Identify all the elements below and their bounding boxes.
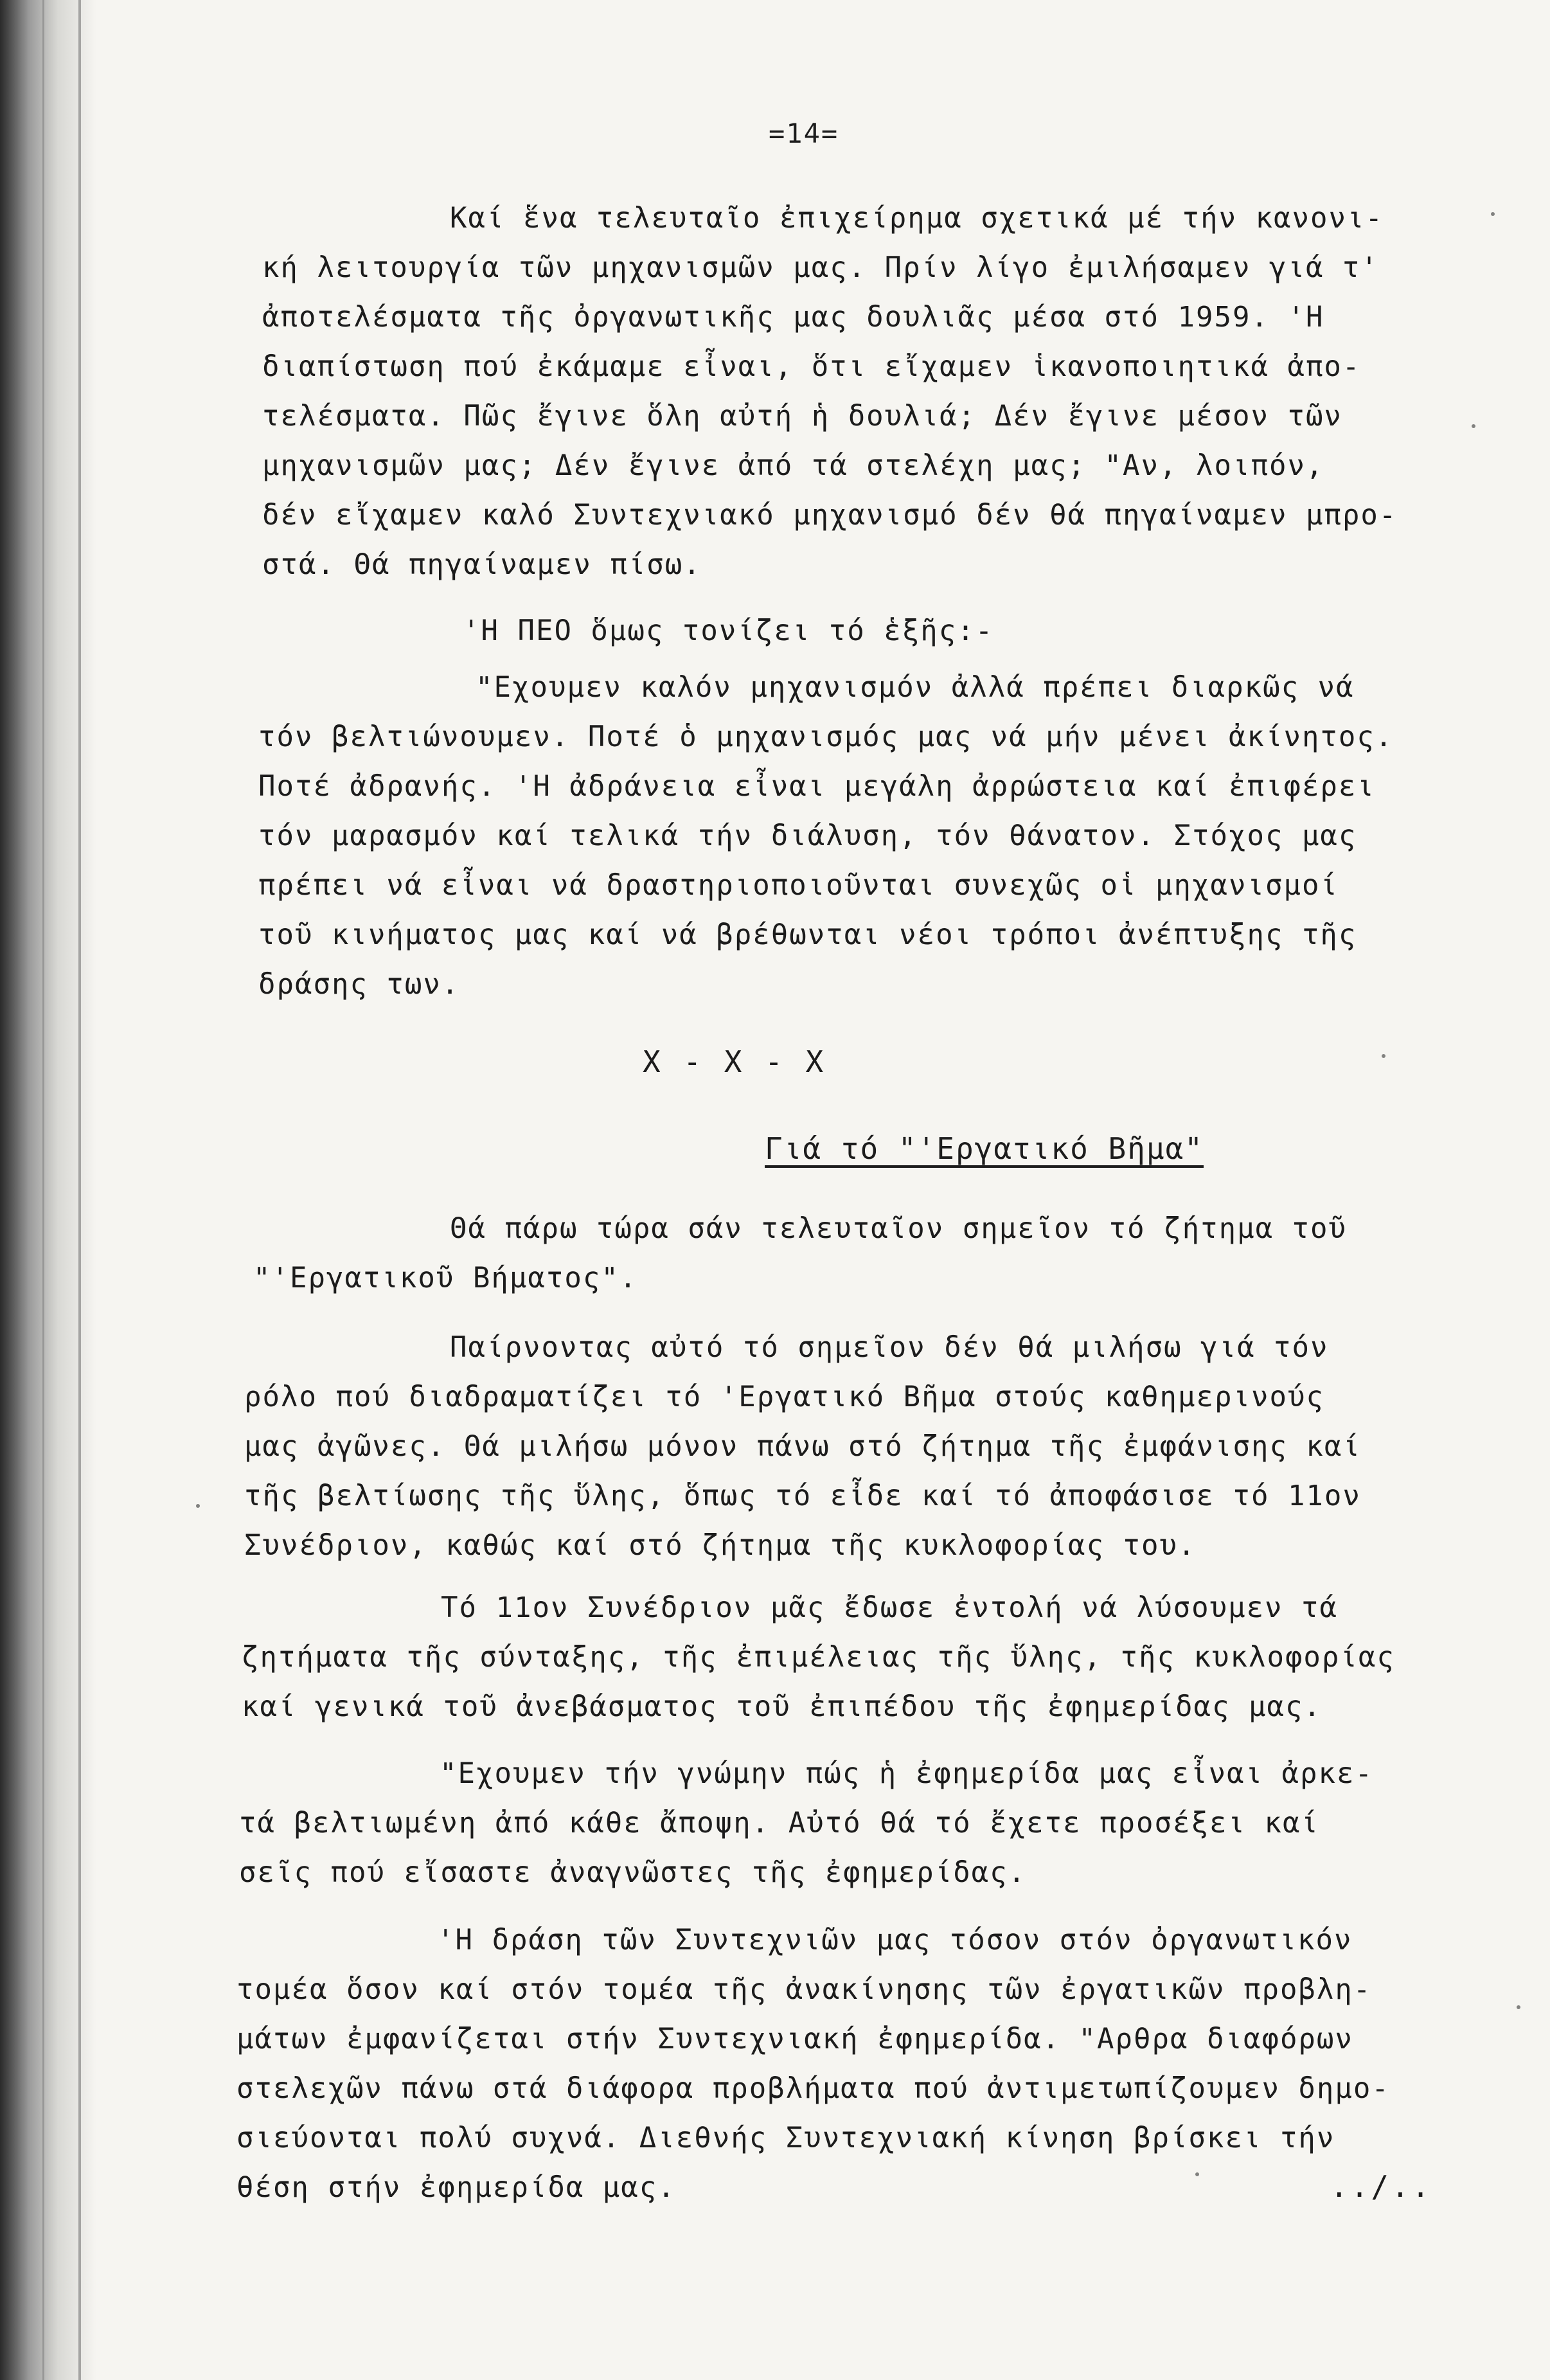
text-line: ἀποτελέσματα τῆς ὀργανωτικῆς μας δουλιᾶς μέσα στό 1959. 'Η [262, 301, 1324, 334]
text-line: δράσης των. [258, 968, 460, 1001]
scan-speck [1517, 2005, 1520, 2009]
text-line: τομέα ὅσον καί στόν τομέα τῆς ἀνακίνησης τῶν ἐργατικῶν προβλη- [236, 1973, 1372, 2006]
text-line: μηχανισμῶν μας; Δέν ἔγινε ἀπό τά στελέχη μας; "Αν, λοιπόν, [262, 449, 1324, 482]
text-line: τῆς βελτίωσης τῆς ὕλης, ὅπως τό εἶδε καί τό ἀποφάσισε τό 11ον [244, 1480, 1361, 1512]
text-line: ρόλο πού διαδραματίζει τό 'Εργατικό Βῆμα στούς καθημερινούς [244, 1381, 1324, 1413]
text-line: ζητήματα τῆς σύνταξης, τῆς ἐπιμέλειας τῆς ὕλης, τῆς κυκλοφορίας [242, 1641, 1395, 1674]
scan-speck [1491, 212, 1495, 216]
continuation-mark: ../.. [1330, 2169, 1432, 2204]
text-line: τοῦ κινήματος μας καί νά βρέθωνται νέοι τρόποι ἀνέπτυξης τῆς [258, 918, 1357, 951]
text-line: τελέσματα. Πῶς ἔγινε ὅλη αὐτή ἡ δουλιά; Δέν ἔγινε μέσον τῶν [262, 400, 1342, 433]
text-line: στελεχῶν πάνω στά διάφορα προβλήματα πού ἀντιμετωπίζουμεν δημο- [236, 2072, 1390, 2105]
text-line: μας ἀγῶνες. Θά μιλήσω μόνον πάνω στό ζήτημα τῆς ἐμφάνισης καί [244, 1430, 1361, 1463]
text-line: Τό 11ον Συνέδριον μᾶς ἔδωσε ἐντολή νά λύσουμεν τά [441, 1591, 1339, 1624]
text-line: Καί ἕνα τελευταῖο ἐπιχείρημα σχετικά μέ τήν κανονι- [450, 202, 1384, 235]
scan-speck [1472, 424, 1475, 428]
scan-binding-line [78, 0, 81, 2380]
text-line: "'Εργατικοῦ Βήματος". [253, 1262, 638, 1294]
scan-speck [196, 1504, 200, 1508]
text-line: Συνέδριον, καθώς καί στό ζήτημα τῆς κυκλοφορίας του. [244, 1529, 1197, 1562]
text-line: τόν βελτιώνουμεν. Ποτέ ὁ μηχανισμός μας νά μήν μένει ἀκίνητος. [258, 720, 1394, 753]
text-line: μάτων ἐμφανίζεται στήν Συντεχνιακή ἐφημερίδα. "Αρθρα διαφόρων [236, 2023, 1353, 2055]
text-line: δέν εἴχαμεν καλό Συντεχνιακό μηχανισμό δέν θά πηγαίναμεν μπρο- [262, 499, 1398, 532]
scan-binding-line [42, 0, 44, 2380]
text-line: "Εχουμεν τήν γνώμην πώς ἡ ἐφημερίδα μας εἶναι ἀρκε- [440, 1757, 1374, 1790]
text-line: Θά πάρω τώρα σάν τελευταῖον σημεῖον τό ζήτημα τοῦ [450, 1212, 1348, 1245]
text-line: 'Η δράση τῶν Συντεχνιῶν μας τόσον στόν ὀργανωτικόν [437, 1924, 1353, 1956]
text-line: τόν μαρασμόν καί τελικά τήν διάλυση, τόν θάνατον. Στόχος μας [258, 819, 1357, 852]
scan-speck [1195, 2172, 1199, 2176]
section-separator: X - X - X [643, 1044, 826, 1079]
text-line: τά βελτιωμένη ἀπό κάθε ἄποψη. Αὐτό θά τό ἔχετε προσέξει καί [239, 1807, 1319, 1839]
scan-binding-shadow [0, 0, 96, 2380]
text-line: κή λειτουργία τῶν μηχανισμῶν μας. Πρίν λίγο ἐμιλήσαμεν γιά τ' [262, 251, 1379, 284]
text-line: σιεύονται πολύ συχνά. Διεθνής Συντεχνιακή κίνηση βρίσκει τήν [236, 2122, 1335, 2154]
text-line: 'Η ΠΕΟ ὅμως τονίζει τό ἑξῆς:- [463, 614, 994, 647]
text-line: στά. Θά πηγαίναμεν πίσω. [262, 548, 702, 581]
text-line: θέση στήν ἐφημερίδα μας. [236, 2171, 676, 2204]
scan-speck [1382, 1054, 1385, 1058]
text-line: πρέπει νά εἶναι νά δραστηριοποιοῦνται συνεχῶς οἱ μηχανισμοί [258, 869, 1339, 902]
text-line: διαπίστωση πού ἐκάμαμε εἶναι, ὅτι εἴχαμεν ἱκανοποιητικά ἀπο- [262, 350, 1361, 383]
text-line: Ποτέ ἀδρανής. 'Η ἀδράνεια εἶναι μεγάλη ἀρρώστεια καί ἐπιφέρει [258, 770, 1375, 803]
text-line: Παίρνοντας αὐτό τό σημεῖον δέν θά μιλήσω γιά τόν [450, 1331, 1329, 1364]
text-line: "Εχουμεν καλόν μηχανισμόν ἀλλά πρέπει διαρκῶς νά [476, 671, 1355, 704]
text-line: σεῖς πού εἴσαστε ἀναγνῶστες τῆς ἐφημερίδας. [239, 1856, 1027, 1889]
page-number: =14= [769, 118, 839, 149]
text-line: καί γενικά τοῦ ἀνεβάσματος τοῦ ἐπιπέδου τῆς ἐφημερίδας μας. [242, 1690, 1322, 1723]
section-heading: Γιά τό "'Εργατικό Βῆμα" [765, 1131, 1204, 1166]
